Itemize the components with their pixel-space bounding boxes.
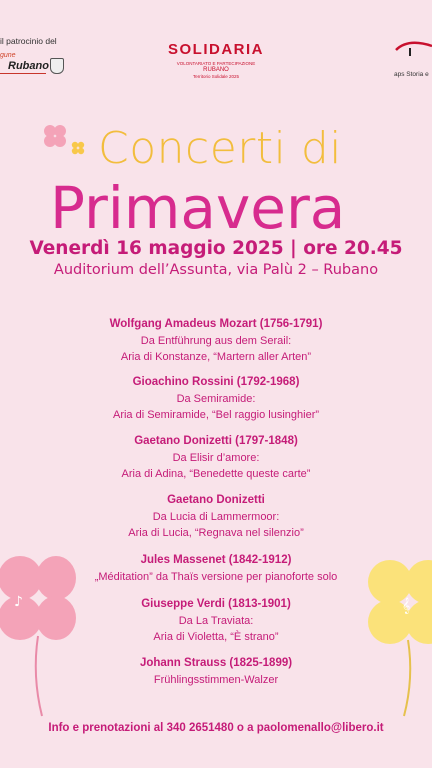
program-line: Aria di Konstanze, “Martern aller Arten” xyxy=(120,351,312,363)
program-line: Da Elisir d’amore: xyxy=(172,452,260,464)
composer-name: Johann Strauss (1825-1899) xyxy=(139,657,293,669)
composer-name: Gaetano Donizetti xyxy=(167,494,265,506)
solidaria-line-2: RUBANO xyxy=(203,67,229,73)
svg-text:♪: ♪ xyxy=(14,594,23,610)
program-line: Aria di Adina, “Benedette queste carte” xyxy=(121,468,311,480)
aps-label: aps Storia e xyxy=(394,71,429,78)
event-date: Venerdì 16 maggio 2025 | ore 20.45 xyxy=(29,238,403,259)
program-item xyxy=(0,492,432,541)
program-line: Da La Traviata: xyxy=(178,615,254,627)
solidaria-line-3: Territorio Solidale 2025 xyxy=(192,74,240,79)
program-line: Aria di Violetta, “È strano” xyxy=(153,631,279,643)
composer-name: Jules Massenet (1842-1912) xyxy=(140,554,292,566)
info-contact: Info e prenotazioni al 340 2651480 o a paolomenallo@libero.it xyxy=(48,722,384,734)
title-line-1: Concerti di xyxy=(98,123,342,174)
event-venue: Auditorium dell’Assunta, via Palù 2 – Rubano xyxy=(53,262,379,278)
patronage-label: il patrocinio del xyxy=(0,36,57,46)
program-item xyxy=(0,433,432,482)
composer-name: Giuseppe Verdi (1813-1901) xyxy=(141,598,291,610)
program-line: Aria di Semiramide, “Bel raggio lusinghier” xyxy=(112,409,320,421)
program-line: Frühlingsstimmen-Walzer xyxy=(153,674,279,686)
title-line-2: Primavera xyxy=(50,174,346,242)
program-line: Aria di Lucia, “Regnava nel silenzio” xyxy=(128,527,304,539)
program-line: Da Lucia di Lammermoor: xyxy=(152,511,280,523)
program-line: Da Semiramide: xyxy=(176,393,256,405)
solidaria-line-1: VOLONTARIATO E PARTECIPAZIONE xyxy=(176,61,256,66)
program-item xyxy=(0,316,432,365)
program-line: Da Entführung aus dem Serail: xyxy=(140,335,292,347)
comune-label: gune xyxy=(0,52,16,59)
yellow-clover-icon xyxy=(364,558,432,718)
program-item xyxy=(0,374,432,423)
svg-text:𝄞: 𝄞 xyxy=(402,598,411,614)
composer-name: Gaetano Donizetti (1797-1848) xyxy=(134,435,298,447)
aps-logo-icon xyxy=(392,36,432,60)
program-line: „Méditation” da Thaïs versione per pianoforte solo xyxy=(94,571,338,583)
composer-name: Gioachino Rossini (1792-1968) xyxy=(132,376,300,388)
clover-small-icon xyxy=(42,124,90,158)
pink-clover-icon xyxy=(0,556,80,718)
comune-name: Rubano xyxy=(8,60,49,72)
composer-name: Wolfgang Amadeus Mozart (1756-1791) xyxy=(109,318,323,330)
solidaria-logo-title: SOLIDARIA xyxy=(168,41,264,58)
